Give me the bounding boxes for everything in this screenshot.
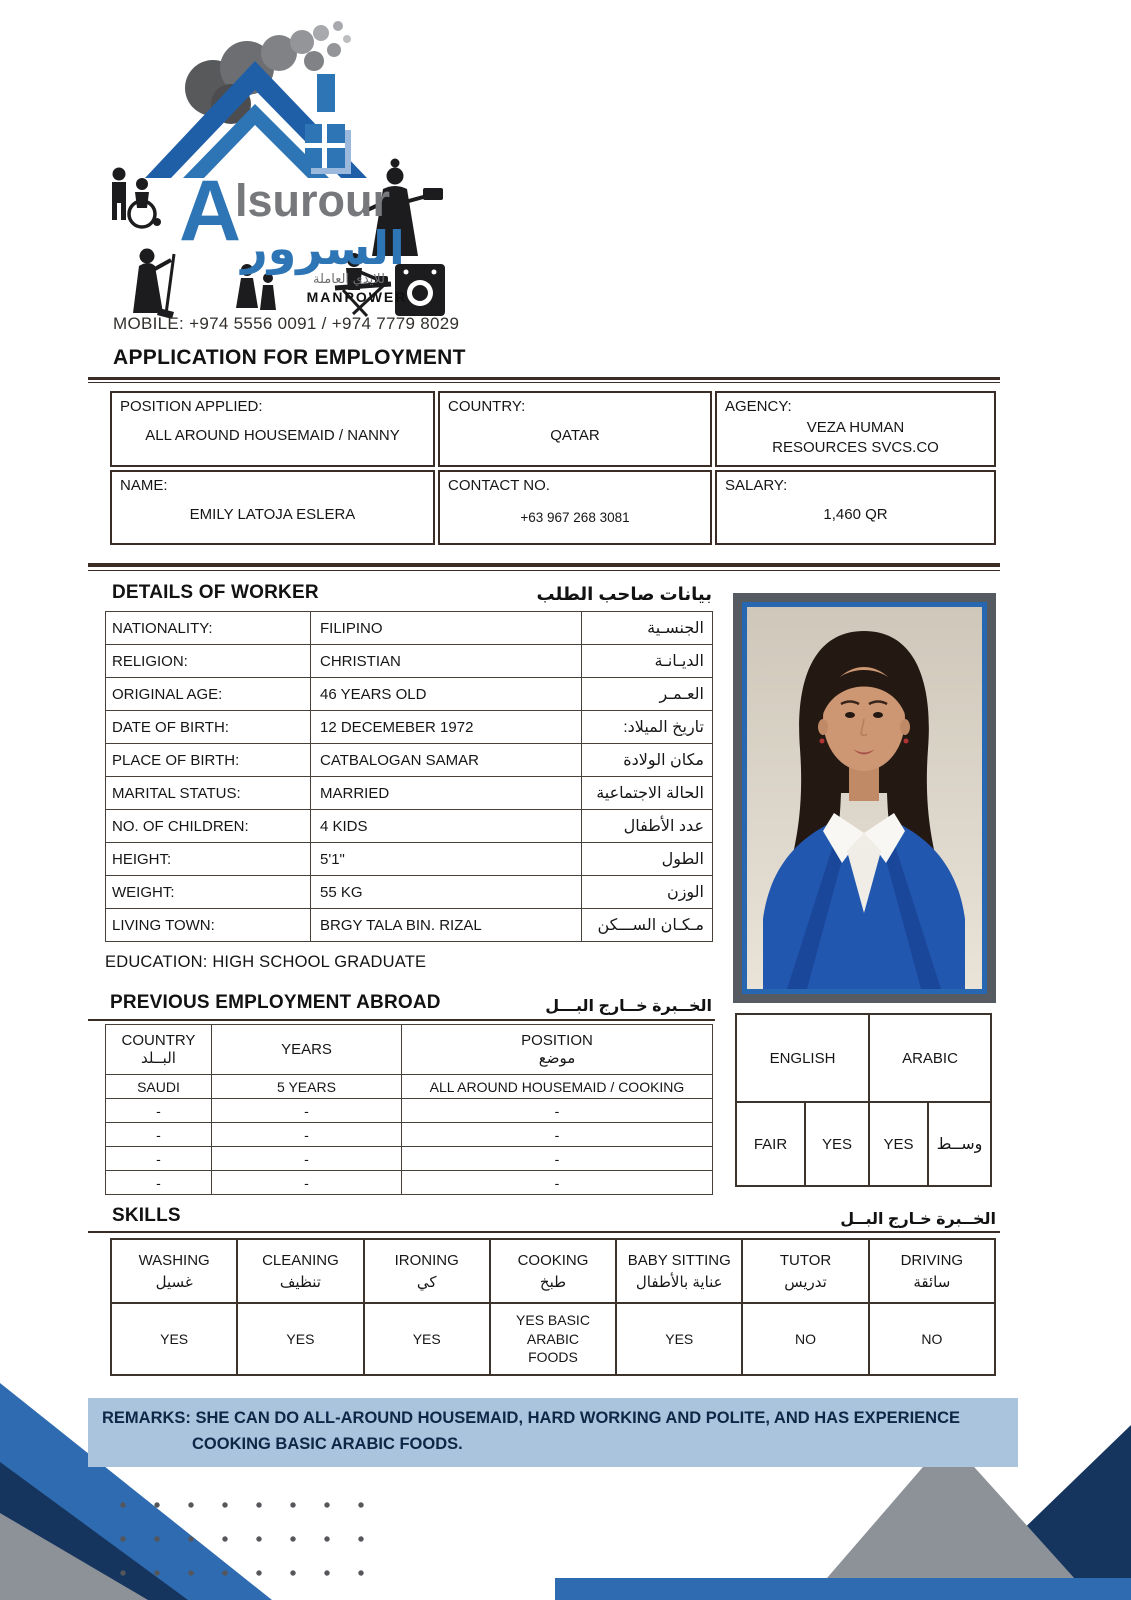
- field-value: ALL AROUND HOUSEMAID / NANNY: [145, 427, 400, 444]
- skill-value: YES: [616, 1303, 742, 1375]
- employment-section-title-arabic: الخــبرة خــارج البـــل: [545, 998, 712, 1015]
- employment-cell: -: [212, 1123, 402, 1147]
- worker-details-table: [105, 611, 713, 942]
- skill-label-arabic: سائقة: [913, 1273, 951, 1291]
- details-row: [106, 678, 713, 711]
- cell-position-applied: [110, 391, 435, 467]
- employment-row: [106, 1099, 713, 1123]
- employment-rule: [88, 1019, 715, 1021]
- agency-logo: [95, 6, 465, 318]
- detail-arabic: الديـانـة: [582, 645, 713, 678]
- details-row: [106, 909, 713, 942]
- skill-value: YES: [111, 1303, 237, 1375]
- detail-arabic: الجنسـية: [582, 612, 713, 645]
- language-english-yes: YES: [805, 1102, 869, 1186]
- skill-header-cleaning: [237, 1239, 363, 1303]
- detail-value: FILIPINO: [311, 612, 582, 645]
- employment-cell: ALL AROUND HOUSEMAID / COOKING: [402, 1075, 713, 1099]
- detail-arabic: العـمـر: [582, 678, 713, 711]
- skill-value: NO: [869, 1303, 995, 1375]
- employment-cell: -: [106, 1099, 212, 1123]
- field-value: EMILY LATOJA ESLERA: [189, 506, 356, 523]
- skill-label-arabic: تنظيف: [279, 1273, 321, 1291]
- column-header-country: [106, 1025, 212, 1075]
- skill-label: CLEANING: [262, 1251, 339, 1269]
- house-icon: [145, 61, 367, 178]
- cell-salary: [715, 470, 996, 545]
- detail-label: PLACE OF BIRTH:: [106, 744, 311, 777]
- application-summary-table: [110, 391, 996, 545]
- detail-label: WEIGHT:: [106, 876, 311, 909]
- employment-cell: -: [402, 1099, 713, 1123]
- remarks-text: REMARKS: SHE CAN DO ALL-AROUND HOUSEMAID, HARD WORKING AND POLITE, AND HAS EXPERIENCE COOKING BASIC ARABIC FOODS.: [102, 1409, 961, 1453]
- detail-label: NATIONALITY:: [106, 612, 311, 645]
- field-label: COUNTRY:: [448, 398, 526, 415]
- employment-header-row: [106, 1025, 713, 1075]
- field-label: NAME:: [120, 477, 168, 494]
- skill-value: NO: [742, 1303, 868, 1375]
- dots-pattern: [100, 1480, 368, 1598]
- language-arabic-yes: YES: [869, 1102, 928, 1186]
- skill-label-arabic: عناية بالأطفال: [635, 1273, 723, 1291]
- language-proficiency-table: [735, 1013, 992, 1187]
- column-label: COUNTRY: [121, 1032, 196, 1049]
- cell-agency: [715, 391, 996, 467]
- employment-cell: 5 YEARS: [212, 1075, 402, 1099]
- applicant-photo: [742, 602, 987, 994]
- employment-cell: -: [106, 1171, 212, 1195]
- skills-table: [110, 1238, 996, 1376]
- detail-label: HEIGHT:: [106, 843, 311, 876]
- details-section-title-arabic: بيانات صاحب الطلب: [536, 584, 712, 604]
- skill-header-baby-sitting: [616, 1239, 742, 1303]
- detail-value: 4 KIDS: [311, 810, 582, 843]
- details-row: [106, 645, 713, 678]
- detail-value: CATBALOGAN SAMAR: [311, 744, 582, 777]
- detail-value: 12 DECEMEBER 1972: [311, 711, 582, 744]
- section-divider: [88, 563, 1000, 571]
- skill-label-arabic: طبخ: [539, 1273, 567, 1291]
- brand-tagline: MANPOWER: [306, 289, 408, 305]
- photo-frame: [733, 593, 996, 1003]
- previous-employment-table: [105, 1024, 713, 1195]
- employment-row: [106, 1171, 713, 1195]
- skill-header-cooking: [490, 1239, 616, 1303]
- brand-sub-arabic: للايدي العاملة: [313, 271, 385, 286]
- column-label-arabic: موضع: [538, 1050, 576, 1067]
- skill-label: IRONING: [394, 1251, 459, 1269]
- employment-cell: -: [106, 1147, 212, 1171]
- details-row: [106, 876, 713, 909]
- detail-arabic: الطول: [582, 843, 713, 876]
- field-label: AGENCY:: [725, 398, 792, 415]
- education-line: EDUCATION: HIGH SCHOOL GRADUATE: [105, 953, 427, 971]
- skill-label-arabic: تدريس: [784, 1273, 827, 1291]
- column-header-position: [402, 1025, 713, 1075]
- skill-label-arabic: غسيل: [155, 1273, 193, 1291]
- detail-value: CHRISTIAN: [311, 645, 582, 678]
- brand-arabic: السرور: [241, 222, 405, 274]
- cell-country: [438, 391, 712, 467]
- language-arabic-level: وســط: [928, 1102, 991, 1186]
- detail-value: MARRIED: [311, 777, 582, 810]
- page-title: APPLICATION FOR EMPLOYMENT: [113, 346, 466, 369]
- skill-label: COOKING: [517, 1251, 589, 1269]
- detail-arabic: الوزن: [582, 876, 713, 909]
- language-english-level: FAIR: [736, 1102, 805, 1186]
- field-label: CONTACT NO.: [448, 477, 550, 494]
- skills-section-title-arabic: الخــبرة خـارج البــل: [840, 1211, 996, 1228]
- detail-label: DATE OF BIRTH:: [106, 711, 311, 744]
- skill-header-washing: [111, 1239, 237, 1303]
- employment-cell: -: [402, 1123, 713, 1147]
- detail-arabic: تاريخ الميلاد:: [582, 711, 713, 744]
- employment-cell: -: [106, 1123, 212, 1147]
- skill-value: YES: [237, 1303, 363, 1375]
- detail-label: RELIGION:: [106, 645, 311, 678]
- detail-label: ORIGINAL AGE:: [106, 678, 311, 711]
- employment-cell: -: [212, 1171, 402, 1195]
- brand-name: lsurour: [235, 175, 391, 226]
- detail-arabic: مكان الولادة: [582, 744, 713, 777]
- skill-header-tutor: [742, 1239, 868, 1303]
- detail-value: 46 YEARS OLD: [311, 678, 582, 711]
- details-row: [106, 711, 713, 744]
- field-value: +63 967 268 3081: [520, 510, 630, 525]
- cell-name: [110, 470, 435, 545]
- detail-arabic: عدد الأطفال: [582, 810, 713, 843]
- brand-initial: A: [179, 163, 242, 259]
- employment-row: [106, 1123, 713, 1147]
- employment-cell: -: [212, 1147, 402, 1171]
- column-label-arabic: البــلد: [141, 1050, 176, 1067]
- detail-label: LIVING TOWN:: [106, 909, 311, 942]
- employment-cell: -: [402, 1171, 713, 1195]
- remarks-bar: [88, 1398, 1018, 1467]
- employment-cell: -: [212, 1099, 402, 1123]
- field-label: SALARY:: [725, 477, 788, 494]
- skill-label: WASHING: [138, 1251, 210, 1269]
- skills-rule: [88, 1231, 1000, 1233]
- detail-value: 55 KG: [311, 876, 582, 909]
- details-row: [106, 777, 713, 810]
- column-label: POSITION: [521, 1032, 593, 1049]
- mobile-numbers: MOBILE: +974 5556 0091 / +974 7779 8029: [113, 314, 460, 333]
- details-row: [106, 810, 713, 843]
- skill-label: TUTOR: [779, 1251, 832, 1269]
- detail-value: 5'1": [311, 843, 582, 876]
- skill-label: DRIVING: [900, 1251, 964, 1269]
- details-section-title: DETAILS OF WORKER: [112, 582, 319, 603]
- cell-contact-no: [438, 470, 712, 545]
- detail-arabic: مـكـان الســـكن: [582, 909, 713, 942]
- decoration-bottom-bar: [555, 1578, 1131, 1600]
- employment-cell: SAUDI: [106, 1075, 212, 1099]
- skill-value: YES: [364, 1303, 490, 1375]
- details-row: [106, 744, 713, 777]
- field-value: 1,460 QR: [823, 506, 888, 523]
- field-value: VEZA HUMAN RESOURCES SVCS.CO: [772, 419, 939, 456]
- field-label: POSITION APPLIED:: [120, 398, 263, 415]
- detail-label: NO. OF CHILDREN:: [106, 810, 311, 843]
- employment-section-title: PREVIOUS EMPLOYMENT ABROAD: [110, 992, 441, 1013]
- language-english-header: ENGLISH: [736, 1014, 869, 1102]
- language-arabic-header: ARABIC: [869, 1014, 991, 1102]
- title-rule: [88, 377, 1000, 383]
- details-row: [106, 612, 713, 645]
- column-header-years: [212, 1025, 402, 1075]
- skill-value: YES BASIC ARABIC FOODS: [490, 1303, 616, 1375]
- detail-label: MARITAL STATUS:: [106, 777, 311, 810]
- skills-section-title: SKILLS: [112, 1205, 181, 1226]
- detail-value: BRGY TALA BIN. RIZAL: [311, 909, 582, 942]
- employment-row: [106, 1147, 713, 1171]
- employment-row: [106, 1075, 713, 1099]
- skill-header-ironing: [364, 1239, 490, 1303]
- skill-label-arabic: كي: [416, 1273, 437, 1291]
- skill-header-driving: [869, 1239, 995, 1303]
- detail-arabic: الحالة الاجتماعية: [582, 777, 713, 810]
- skills-header-row: [111, 1239, 995, 1303]
- column-label: YEARS: [281, 1041, 332, 1058]
- skill-label: BABY SITTING: [627, 1251, 731, 1269]
- employment-cell: -: [402, 1147, 713, 1171]
- field-value: QATAR: [550, 427, 600, 444]
- details-row: [106, 843, 713, 876]
